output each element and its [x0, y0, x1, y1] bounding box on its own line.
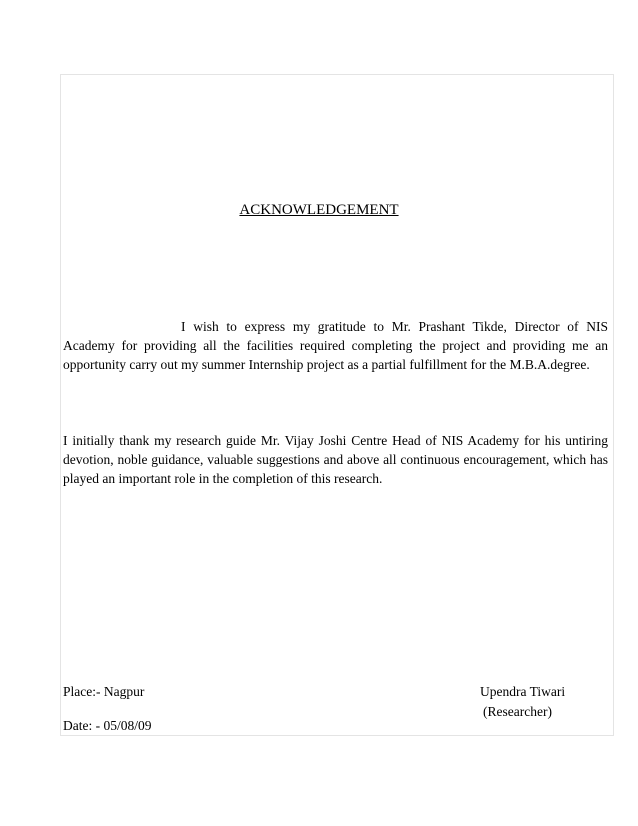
- page-title: ACKNOWLEDGEMENT: [239, 202, 399, 218]
- signer-name: Upendra Tiwari: [480, 684, 566, 699]
- date-line: Date: - 05/08/09: [63, 718, 152, 733]
- page-frame: [60, 74, 614, 736]
- thanks-paragraph: I initially thank my research guide Mr. Vijay Joshi Centre Head of NIS Academy for his untiring devotion, noble guidance, valuable suggestions and above all continuous encouragement, which has played an important role in the completion of this research.: [63, 433, 608, 486]
- place-line: Place:- Nagpur: [63, 684, 145, 699]
- gratitude-paragraph: I wish to express my gratitude to Mr. Prashant Tikde, Director of NIS Academy for providing all the facilities required completing the project and providing me an opportunity carry out my summer Internship project as a partial fulfillment for the M.B.A.degree.: [63, 319, 608, 372]
- signer-role: (Researcher): [483, 704, 552, 719]
